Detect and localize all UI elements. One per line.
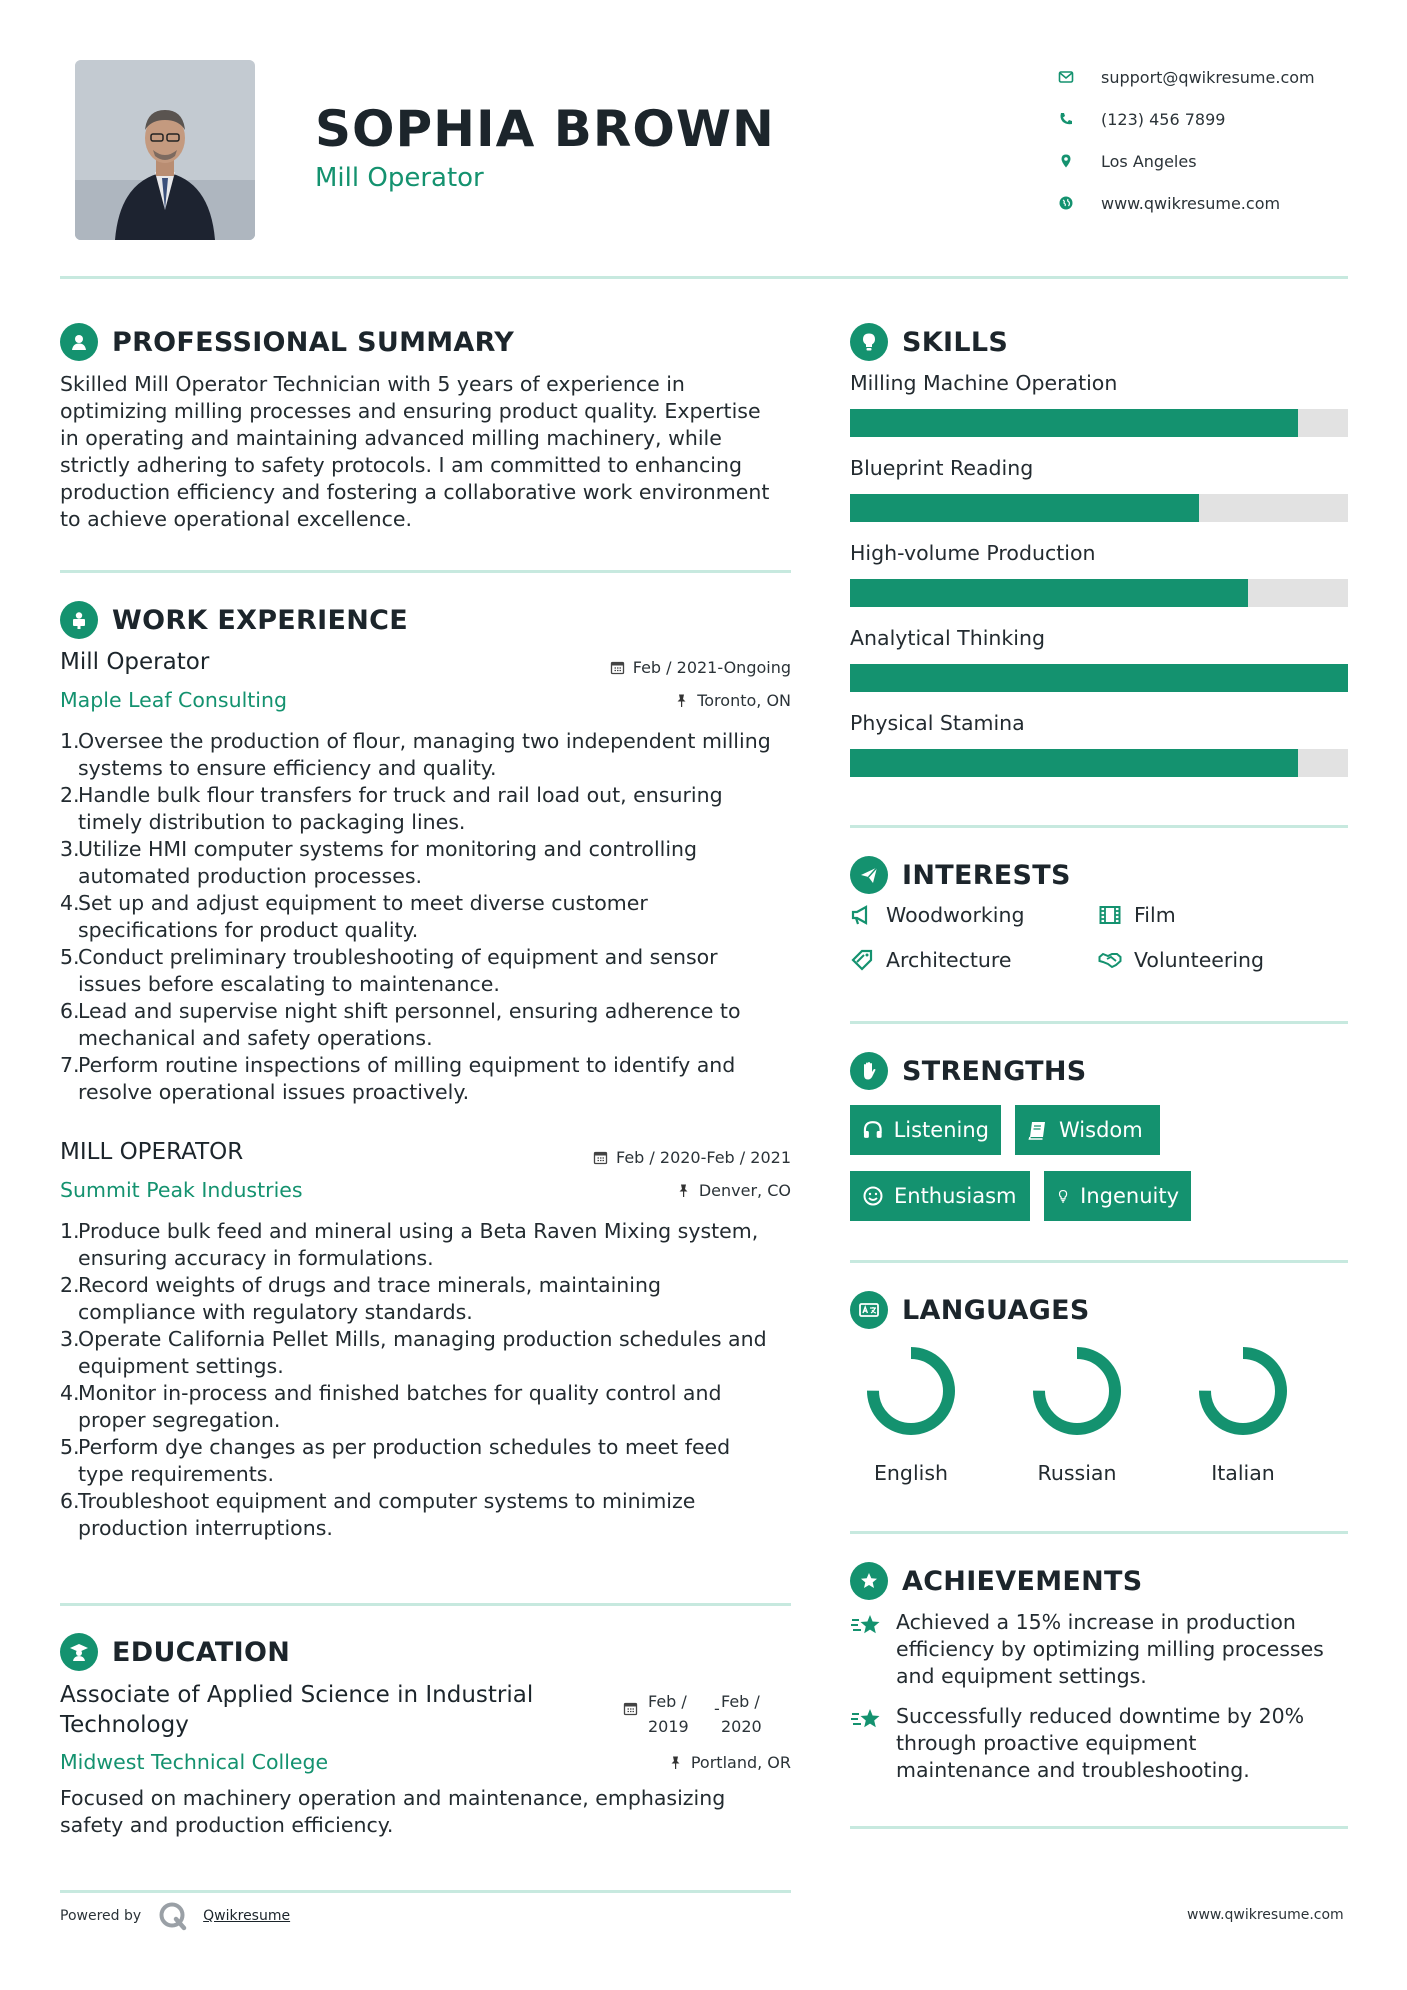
handshake-icon [1098, 948, 1122, 972]
phone-icon [1055, 108, 1077, 130]
strength-tag: Enthusiasm [850, 1171, 1030, 1221]
achievement-item: Successfully reduced downtime by 20% through proactive equipment maintenance and troubleshooting. [896, 1704, 1305, 1782]
job-date [593, 1148, 791, 1167]
education-heading [60, 1633, 290, 1671]
star-icon [850, 1706, 884, 1736]
education-description: Focused on machinery operation and maintenance, emphasizing safety and production efficiency. [60, 1786, 726, 1837]
skill-bar-fill [850, 579, 1248, 607]
skill-label: Blueprint Reading [850, 456, 1034, 480]
summary-heading [60, 323, 514, 361]
summary-divider [60, 570, 791, 573]
job-title: MILL OPERATOR [60, 1139, 244, 1165]
skill-bar-fill [850, 494, 1199, 522]
contact-email-text: support@qwikresume.com [1101, 67, 1315, 87]
languages-heading [850, 1291, 1090, 1329]
job-title: Mill Operator [60, 649, 210, 675]
calendar-icon [623, 1701, 638, 1716]
experience-divider [60, 1603, 791, 1606]
experience-heading [60, 601, 408, 639]
skill-bar-fill [850, 749, 1298, 777]
language-ring-arc [1039, 1353, 1115, 1429]
mail-icon [1055, 66, 1077, 88]
interest-item: Volunteering [1098, 948, 1264, 972]
strength-tag: Listening [850, 1105, 1001, 1155]
language-name: Russian [1037, 1461, 1117, 1485]
languages-divider [850, 1531, 1348, 1534]
pushpin-icon [674, 693, 689, 708]
hand-icon [850, 1052, 888, 1090]
interest-item: Architecture [850, 948, 1012, 972]
job-location-text: Denver, CO [698, 1181, 791, 1200]
job-date-text: Feb / 2020-Feb / 2021 [616, 1148, 791, 1167]
skill-bar [850, 664, 1348, 692]
candidate-name: SOPHIA BROWN [315, 100, 775, 158]
education-location [668, 1753, 791, 1772]
qwikresume-logo-icon [157, 1900, 189, 1932]
strengths-title: STRENGTHS [902, 1055, 1087, 1087]
lightbulb-icon [850, 323, 888, 361]
pushpin-icon [668, 1755, 683, 1770]
list-item: 6. Lead and supervise night shift personnel, ensuring adherence to mechanical and safety operations. [60, 999, 741, 1050]
job-responsibilities [60, 1218, 800, 1542]
lightbulb-icon [1056, 1185, 1070, 1207]
profile-photo [75, 60, 255, 240]
company-name: Summit Peak Industries [60, 1178, 303, 1202]
summary-text [60, 371, 800, 533]
list-item: 1. Produce bulk feed and mineral using a Beta Raven Mixing system, ensuring accuracy in formulations. [60, 1219, 759, 1270]
achievement-item: Achieved a 15% increase in production efficiency by optimizing milling processes and equipment settings. [896, 1610, 1324, 1688]
summary-line: Skilled Mill Operator Technician with 5 years of experience in [60, 372, 685, 396]
skill-bar-fill [850, 664, 1348, 692]
interest-item: Film [1098, 903, 1176, 927]
strengths-heading [850, 1052, 1087, 1090]
header-divider [60, 276, 1348, 279]
list-item: 7. Perform routine inspections of milling equipment to identify and resolve operational issues proactively. [60, 1053, 736, 1104]
list-item: 5. Conduct preliminary troubleshooting of equipment and sensor issues before escalating to maintenance. [60, 945, 718, 996]
job-location-text: Toronto, ON [697, 691, 791, 710]
film-icon [1098, 903, 1122, 927]
skills-heading [850, 323, 1008, 361]
language-icon [850, 1291, 888, 1329]
contact-location-text: Los Angeles [1101, 151, 1197, 171]
skill-label: Milling Machine Operation [850, 371, 1118, 395]
summary-line: in operating and maintaining advanced milling machinery, while [60, 426, 722, 450]
company-name: Maple Leaf Consulting [60, 688, 288, 712]
calendar-icon [593, 1150, 608, 1165]
contact-email[interactable] [1055, 56, 1375, 98]
briefcase-icon [60, 601, 98, 639]
language-item [1183, 1343, 1303, 1485]
globe-icon [1055, 192, 1077, 214]
graduate-icon [60, 1633, 98, 1671]
star-icon [850, 1612, 884, 1642]
list-item: 2. Handle bulk flour transfers for truck and rail load out, ensuring timely distribution to packaging lines. [60, 783, 723, 834]
experience-title: WORK EXPERIENCE [112, 604, 408, 636]
job-date-text: Feb / 2021-Ongoing [632, 658, 791, 677]
footer-powered-by [60, 1900, 290, 1932]
powered-by-label: Powered by [60, 1908, 142, 1924]
list-item: 6. Troubleshoot equipment and computer systems to minimize production interruptions. [60, 1489, 696, 1540]
paper-plane-icon [850, 856, 888, 894]
education-location-text: Portland, OR [690, 1753, 791, 1772]
education-end-date: Feb / 2020 [721, 1692, 762, 1736]
strength-tag: Wisdom [1015, 1105, 1160, 1155]
job-date [610, 658, 791, 677]
skill-bar [850, 494, 1348, 522]
smile-icon [862, 1185, 884, 1207]
skill-label: Analytical Thinking [850, 626, 1045, 650]
language-ring [1029, 1343, 1125, 1439]
achievements-title: ACHIEVEMENTS [902, 1565, 1143, 1597]
contact-location [1055, 140, 1375, 182]
achievements-heading [850, 1562, 1143, 1600]
summary-line: strictly adhering to safety protocols. I am committed to enhancing [60, 453, 743, 477]
interest-item: Woodworking [850, 903, 1024, 927]
list-item: 3. Utilize HMI computer systems for monitoring and controlling automated production processes. [60, 837, 698, 888]
book-icon [1027, 1119, 1049, 1141]
summary-line: production efficiency and fostering a collaborative work environment [60, 480, 770, 504]
summary-title: PROFESSIONAL SUMMARY [112, 326, 515, 358]
skills-divider [850, 825, 1348, 828]
pushpin-icon [676, 1183, 691, 1198]
location-pin-icon [1055, 150, 1077, 172]
contact-website[interactable] [1055, 182, 1375, 224]
list-item: 1. Oversee the production of flour, managing two independent milling systems to ensure efficiency and quality. [60, 729, 771, 780]
degree-name: Associate of Applied Science in Industrial Technology [60, 1682, 534, 1738]
job-location [674, 691, 791, 710]
star-badge-icon [850, 1562, 888, 1600]
skills-title: SKILLS [902, 326, 1009, 358]
headphones-icon [862, 1119, 884, 1141]
education-title: EDUCATION [112, 1636, 291, 1668]
skill-bar-fill [850, 409, 1298, 437]
list-item: 3. Operate California Pellet Mills, managing production schedules and equipment settings. [60, 1327, 767, 1378]
candidate-role: Mill Operator [315, 163, 484, 193]
language-ring-arc [873, 1353, 949, 1429]
strength-tag: Ingenuity [1044, 1171, 1191, 1221]
interests-title: INTERESTS [902, 859, 1071, 891]
interests-divider [850, 1021, 1348, 1024]
skill-bar [850, 409, 1348, 437]
school-name: Midwest Technical College [60, 1750, 329, 1774]
language-ring [1195, 1343, 1291, 1439]
interests-heading [850, 856, 1071, 894]
list-item: 5. Perform dye changes as per production schedules to meet feed type requirements. [60, 1435, 731, 1486]
education-date [623, 1689, 793, 1739]
list-item: 4. Set up and adjust equipment to meet diverse customer specifications for product quality. [60, 891, 648, 942]
list-item: 4. Monitor in-process and finished batches for quality control and proper segregation. [60, 1381, 722, 1432]
language-name: Italian [1211, 1461, 1275, 1485]
user-icon [60, 323, 98, 361]
footer-website[interactable]: www.qwikresume.com [1187, 1907, 1344, 1923]
contact-phone[interactable] [1055, 98, 1375, 140]
job-responsibilities [60, 728, 800, 1106]
job-location [676, 1181, 791, 1200]
achievements-divider [850, 1826, 1348, 1829]
skill-bar [850, 749, 1348, 777]
languages-title: LANGUAGES [902, 1294, 1090, 1326]
education-divider [60, 1890, 791, 1893]
skill-bar [850, 579, 1348, 607]
calendar-icon [610, 660, 625, 675]
contact-phone-text: (123) 456 7899 [1101, 109, 1226, 129]
language-item [1017, 1343, 1137, 1485]
skill-label: High-volume Production [850, 541, 1096, 565]
megaphone-icon [850, 903, 874, 927]
language-item [851, 1343, 971, 1485]
language-ring [863, 1343, 959, 1439]
summary-line: optimizing milling processes and ensuring product quality. Expertise [60, 399, 761, 423]
tag-icon [850, 948, 874, 972]
summary-line: to achieve operational excellence. [60, 507, 412, 531]
skill-label: Physical Stamina [850, 711, 1025, 735]
language-ring-arc [1205, 1353, 1281, 1429]
education-start-date: Feb / 2019 [648, 1692, 689, 1736]
language-name: English [873, 1461, 949, 1485]
date-separator: - [714, 1699, 720, 1718]
list-item: 2. Record weights of drugs and trace minerals, maintaining compliance with regulatory standards. [60, 1273, 661, 1324]
contact-list [1055, 56, 1375, 224]
contact-website-text: www.qwikresume.com [1101, 193, 1281, 213]
strengths-divider [850, 1260, 1348, 1263]
qwikresume-link[interactable]: Qwikresume [203, 1908, 291, 1924]
